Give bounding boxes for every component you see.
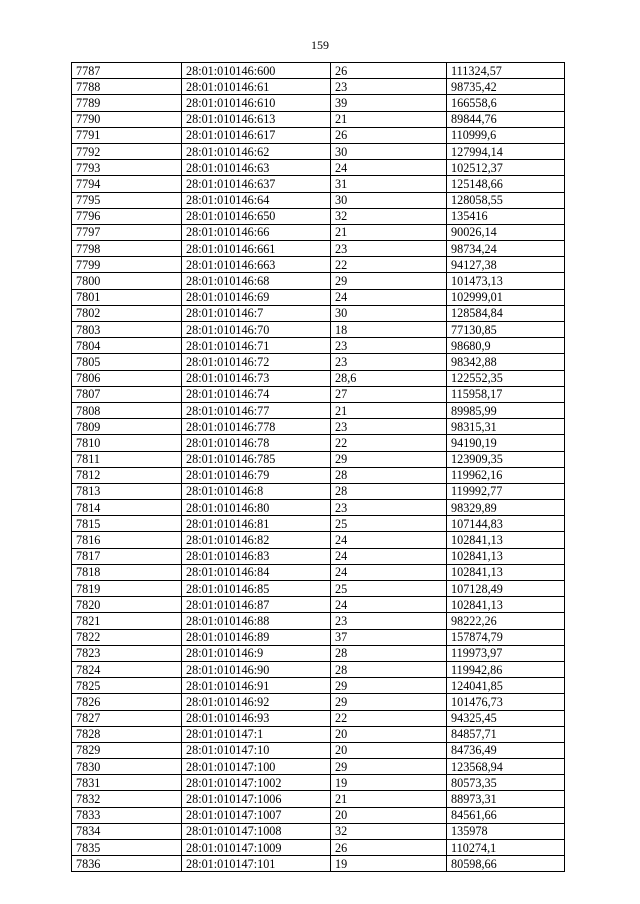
value-cell: 135978	[447, 823, 565, 839]
table-row	[72, 322, 565, 338]
row-number-cell: 7826	[72, 694, 182, 710]
row-number-cell: 7827	[72, 710, 182, 726]
row-number-cell: 7790	[72, 111, 182, 127]
cadastral-number-cell: 28:01:010146:85	[182, 581, 331, 597]
area-cell: 24	[331, 160, 447, 176]
table-row	[72, 273, 565, 289]
cadastral-number-cell: 28:01:010147:1	[182, 726, 331, 742]
row-number-cell: 7799	[72, 257, 182, 273]
value-cell: 90026,14	[447, 224, 565, 240]
value-cell: 98315,31	[447, 419, 565, 435]
table-row	[72, 402, 565, 418]
row-number-cell: 7793	[72, 160, 182, 176]
table-row	[72, 127, 565, 143]
area-cell: 24	[331, 597, 447, 613]
table-row	[72, 759, 565, 775]
value-cell: 80598,66	[447, 856, 565, 872]
row-number-cell: 7834	[72, 823, 182, 839]
value-cell: 102512,37	[447, 160, 565, 176]
row-number-cell: 7816	[72, 532, 182, 548]
table-row	[72, 726, 565, 742]
row-number-cell: 7832	[72, 791, 182, 807]
cadastral-number-cell: 28:01:010146:71	[182, 338, 331, 354]
value-cell: 84561,66	[447, 807, 565, 823]
table-row	[72, 613, 565, 629]
row-number-cell: 7829	[72, 742, 182, 758]
value-cell: 166558,6	[447, 95, 565, 111]
row-number-cell: 7819	[72, 581, 182, 597]
row-number-cell: 7823	[72, 645, 182, 661]
table-row	[72, 856, 565, 872]
area-cell: 19	[331, 775, 447, 791]
cadastral-number-cell: 28:01:010146:9	[182, 645, 331, 661]
area-cell: 28	[331, 645, 447, 661]
row-number-cell: 7808	[72, 402, 182, 418]
value-cell: 98680,9	[447, 338, 565, 354]
area-cell: 24	[331, 548, 447, 564]
row-number-cell: 7803	[72, 322, 182, 338]
row-number-cell: 7798	[72, 241, 182, 257]
table-row	[72, 710, 565, 726]
table-row	[72, 338, 565, 354]
value-cell: 110999,6	[447, 127, 565, 143]
cadastral-number-cell: 28:01:010146:64	[182, 192, 331, 208]
area-cell: 28,6	[331, 370, 447, 386]
area-cell: 39	[331, 95, 447, 111]
area-cell: 20	[331, 726, 447, 742]
table-row	[72, 807, 565, 823]
cadastral-number-cell: 28:01:010147:1009	[182, 840, 331, 856]
area-cell: 28	[331, 661, 447, 677]
value-cell: 128058,55	[447, 192, 565, 208]
cadastral-number-cell: 28:01:010146:88	[182, 613, 331, 629]
table-row	[72, 370, 565, 386]
cadastral-number-cell: 28:01:010146:93	[182, 710, 331, 726]
cadastral-number-cell: 28:01:010147:100	[182, 759, 331, 775]
row-number-cell: 7812	[72, 467, 182, 483]
row-number-cell: 7824	[72, 661, 182, 677]
table-row	[72, 354, 565, 370]
value-cell: 89985,99	[447, 402, 565, 418]
area-cell: 21	[331, 224, 447, 240]
table-row	[72, 775, 565, 791]
cadastral-number-cell: 28:01:010146:80	[182, 500, 331, 516]
table-row	[72, 548, 565, 564]
row-number-cell: 7794	[72, 176, 182, 192]
cadastral-number-cell: 28:01:010146:617	[182, 127, 331, 143]
cadastral-number-cell: 28:01:010147:1006	[182, 791, 331, 807]
area-cell: 21	[331, 791, 447, 807]
value-cell: 102999,01	[447, 289, 565, 305]
value-cell: 110274,1	[447, 840, 565, 856]
table-row	[72, 564, 565, 580]
row-number-cell: 7814	[72, 500, 182, 516]
row-number-cell: 7805	[72, 354, 182, 370]
table-row	[72, 419, 565, 435]
table-row	[72, 678, 565, 694]
value-cell: 119962,16	[447, 467, 565, 483]
row-number-cell: 7817	[72, 548, 182, 564]
area-cell: 24	[331, 289, 447, 305]
area-cell: 19	[331, 856, 447, 872]
area-cell: 29	[331, 451, 447, 467]
area-cell: 30	[331, 305, 447, 321]
table-row	[72, 742, 565, 758]
table-row	[72, 840, 565, 856]
area-cell: 24	[331, 532, 447, 548]
table-row	[72, 160, 565, 176]
area-cell: 28	[331, 467, 447, 483]
row-number-cell: 7802	[72, 305, 182, 321]
cadastral-number-cell: 28:01:010146:61	[182, 79, 331, 95]
table-row	[72, 386, 565, 402]
value-cell: 107144,83	[447, 516, 565, 532]
row-number-cell: 7828	[72, 726, 182, 742]
area-cell: 22	[331, 257, 447, 273]
row-number-cell: 7811	[72, 451, 182, 467]
table-row	[72, 629, 565, 645]
cadastral-number-cell: 28:01:010146:778	[182, 419, 331, 435]
row-number-cell: 7822	[72, 629, 182, 645]
table-row	[72, 95, 565, 111]
cadastral-number-cell: 28:01:010146:73	[182, 370, 331, 386]
value-cell: 124041,85	[447, 678, 565, 694]
table-body	[72, 63, 565, 872]
cadastral-number-cell: 28:01:010146:66	[182, 224, 331, 240]
value-cell: 98222,26	[447, 613, 565, 629]
cadastral-number-cell: 28:01:010147:10	[182, 742, 331, 758]
cadastral-number-cell: 28:01:010146:90	[182, 661, 331, 677]
cadastral-number-cell: 28:01:010146:81	[182, 516, 331, 532]
cadastral-number-cell: 28:01:010146:68	[182, 273, 331, 289]
value-cell: 115958,17	[447, 386, 565, 402]
area-cell: 23	[331, 500, 447, 516]
cadastral-number-cell: 28:01:010146:63	[182, 160, 331, 176]
row-number-cell: 7806	[72, 370, 182, 386]
area-cell: 27	[331, 386, 447, 402]
table-row	[72, 257, 565, 273]
row-number-cell: 7813	[72, 483, 182, 499]
row-number-cell: 7821	[72, 613, 182, 629]
area-cell: 29	[331, 273, 447, 289]
cadastral-number-cell: 28:01:010146:69	[182, 289, 331, 305]
value-cell: 98734,24	[447, 241, 565, 257]
area-cell: 21	[331, 402, 447, 418]
row-number-cell: 7830	[72, 759, 182, 775]
table-row	[72, 645, 565, 661]
row-number-cell: 7791	[72, 127, 182, 143]
page-number: 159	[311, 38, 329, 52]
value-cell: 88973,31	[447, 791, 565, 807]
cadastral-number-cell: 28:01:010147:101	[182, 856, 331, 872]
area-cell: 37	[331, 629, 447, 645]
table-row	[72, 516, 565, 532]
value-cell: 119992,77	[447, 483, 565, 499]
area-cell: 23	[331, 338, 447, 354]
table-row	[72, 289, 565, 305]
data-table	[71, 62, 565, 872]
value-cell: 125148,66	[447, 176, 565, 192]
cadastral-number-cell: 28:01:010146:70	[182, 322, 331, 338]
area-cell: 22	[331, 710, 447, 726]
area-cell: 23	[331, 354, 447, 370]
value-cell: 98735,42	[447, 79, 565, 95]
row-number-cell: 7804	[72, 338, 182, 354]
value-cell: 84857,71	[447, 726, 565, 742]
table-row	[72, 305, 565, 321]
cadastral-number-cell: 28:01:010146:84	[182, 564, 331, 580]
row-number-cell: 7831	[72, 775, 182, 791]
row-number-cell: 7797	[72, 224, 182, 240]
cadastral-number-cell: 28:01:010146:661	[182, 241, 331, 257]
cadastral-number-cell: 28:01:010146:8	[182, 483, 331, 499]
cadastral-number-cell: 28:01:010147:1002	[182, 775, 331, 791]
table-row	[72, 208, 565, 224]
row-number-cell: 7818	[72, 564, 182, 580]
area-cell: 28	[331, 483, 447, 499]
cadastral-number-cell: 28:01:010146:650	[182, 208, 331, 224]
cadastral-number-cell: 28:01:010147:1007	[182, 807, 331, 823]
value-cell: 80573,35	[447, 775, 565, 791]
area-cell: 25	[331, 516, 447, 532]
value-cell: 98342,88	[447, 354, 565, 370]
value-cell: 102841,13	[447, 597, 565, 613]
table-row	[72, 581, 565, 597]
area-cell: 26	[331, 127, 447, 143]
value-cell: 128584,84	[447, 305, 565, 321]
row-number-cell: 7820	[72, 597, 182, 613]
area-cell: 22	[331, 435, 447, 451]
cadastral-number-cell: 28:01:010146:74	[182, 386, 331, 402]
row-number-cell: 7787	[72, 63, 182, 79]
table-row	[72, 224, 565, 240]
area-cell: 26	[331, 840, 447, 856]
area-cell: 21	[331, 111, 447, 127]
row-number-cell: 7796	[72, 208, 182, 224]
table-row	[72, 176, 565, 192]
value-cell: 77130,85	[447, 322, 565, 338]
area-cell: 29	[331, 759, 447, 775]
area-cell: 29	[331, 694, 447, 710]
value-cell: 101473,13	[447, 273, 565, 289]
row-number-cell: 7795	[72, 192, 182, 208]
value-cell: 89844,76	[447, 111, 565, 127]
cadastral-number-cell: 28:01:010146:600	[182, 63, 331, 79]
cadastral-number-cell: 28:01:010146:613	[182, 111, 331, 127]
row-number-cell: 7835	[72, 840, 182, 856]
cadastral-number-cell: 28:01:010147:1008	[182, 823, 331, 839]
table-row	[72, 63, 565, 79]
table-row	[72, 79, 565, 95]
cadastral-number-cell: 28:01:010146:91	[182, 678, 331, 694]
row-number-cell: 7789	[72, 95, 182, 111]
value-cell: 102841,13	[447, 548, 565, 564]
table-row	[72, 694, 565, 710]
area-cell: 20	[331, 742, 447, 758]
value-cell: 101476,73	[447, 694, 565, 710]
area-cell: 32	[331, 208, 447, 224]
value-cell: 107128,49	[447, 581, 565, 597]
value-cell: 84736,49	[447, 742, 565, 758]
table-row	[72, 483, 565, 499]
cadastral-number-cell: 28:01:010146:89	[182, 629, 331, 645]
table-row	[72, 241, 565, 257]
value-cell: 111324,57	[447, 63, 565, 79]
cadastral-number-cell: 28:01:010146:663	[182, 257, 331, 273]
value-cell: 98329,89	[447, 500, 565, 516]
table-row	[72, 467, 565, 483]
cadastral-number-cell: 28:01:010146:92	[182, 694, 331, 710]
cadastral-number-cell: 28:01:010146:79	[182, 467, 331, 483]
cadastral-number-cell: 28:01:010146:77	[182, 402, 331, 418]
cadastral-number-cell: 28:01:010146:87	[182, 597, 331, 613]
area-cell: 32	[331, 823, 447, 839]
table-row	[72, 143, 565, 159]
area-cell: 20	[331, 807, 447, 823]
table-row	[72, 111, 565, 127]
area-cell: 18	[331, 322, 447, 338]
area-cell: 25	[331, 581, 447, 597]
cadastral-number-cell: 28:01:010146:62	[182, 143, 331, 159]
row-number-cell: 7807	[72, 386, 182, 402]
value-cell: 157874,79	[447, 629, 565, 645]
row-number-cell: 7792	[72, 143, 182, 159]
area-cell: 24	[331, 564, 447, 580]
value-cell: 94325,45	[447, 710, 565, 726]
area-cell: 23	[331, 79, 447, 95]
value-cell: 102841,13	[447, 532, 565, 548]
area-cell: 31	[331, 176, 447, 192]
table-row	[72, 500, 565, 516]
row-number-cell: 7815	[72, 516, 182, 532]
row-number-cell: 7825	[72, 678, 182, 694]
value-cell: 122552,35	[447, 370, 565, 386]
row-number-cell: 7788	[72, 79, 182, 95]
value-cell: 102841,13	[447, 564, 565, 580]
value-cell: 94190,19	[447, 435, 565, 451]
table-row	[72, 532, 565, 548]
area-cell: 29	[331, 678, 447, 694]
table-row	[72, 192, 565, 208]
table-row	[72, 791, 565, 807]
value-cell: 123909,35	[447, 451, 565, 467]
value-cell: 127994,14	[447, 143, 565, 159]
table-row	[72, 451, 565, 467]
row-number-cell: 7809	[72, 419, 182, 435]
area-cell: 23	[331, 241, 447, 257]
cadastral-number-cell: 28:01:010146:7	[182, 305, 331, 321]
cadastral-number-cell: 28:01:010146:72	[182, 354, 331, 370]
table-row	[72, 823, 565, 839]
row-number-cell: 7833	[72, 807, 182, 823]
value-cell: 123568,94	[447, 759, 565, 775]
row-number-cell: 7800	[72, 273, 182, 289]
row-number-cell: 7801	[72, 289, 182, 305]
value-cell: 119942,86	[447, 661, 565, 677]
area-cell: 30	[331, 143, 447, 159]
value-cell: 94127,38	[447, 257, 565, 273]
table-row	[72, 435, 565, 451]
value-cell: 119973,97	[447, 645, 565, 661]
value-cell: 135416	[447, 208, 565, 224]
cadastral-number-cell: 28:01:010146:82	[182, 532, 331, 548]
cadastral-number-cell: 28:01:010146:78	[182, 435, 331, 451]
cadastral-number-cell: 28:01:010146:610	[182, 95, 331, 111]
area-cell: 23	[331, 613, 447, 629]
cadastral-number-cell: 28:01:010146:785	[182, 451, 331, 467]
area-cell: 30	[331, 192, 447, 208]
area-cell: 26	[331, 63, 447, 79]
table-row	[72, 661, 565, 677]
area-cell: 23	[331, 419, 447, 435]
cadastral-number-cell: 28:01:010146:83	[182, 548, 331, 564]
table-row	[72, 597, 565, 613]
cadastral-number-cell: 28:01:010146:637	[182, 176, 331, 192]
row-number-cell: 7810	[72, 435, 182, 451]
row-number-cell: 7836	[72, 856, 182, 872]
